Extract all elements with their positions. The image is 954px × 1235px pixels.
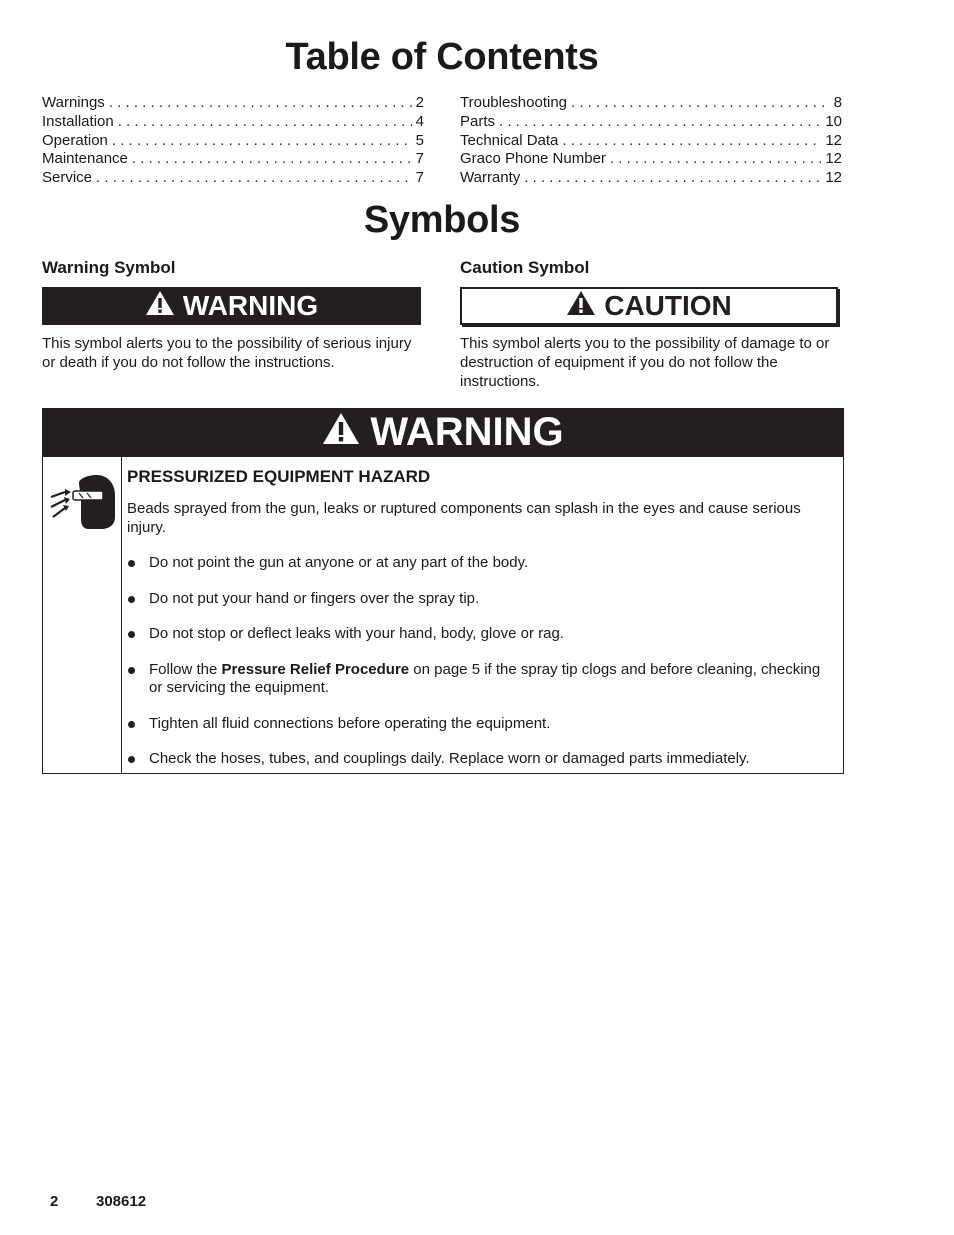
warning-triangle-icon	[322, 410, 360, 455]
toc-left-column	[42, 94, 424, 188]
toc-entry[interactable]	[42, 169, 424, 188]
toc-entry[interactable]	[460, 169, 842, 188]
toc-entry-label: Installation	[42, 112, 114, 130]
toc-entry[interactable]	[460, 150, 842, 169]
symbols-title: Symbols	[363, 199, 521, 241]
eye-hazard-icon	[49, 471, 117, 536]
pressure-relief-procedure-reference: Pressure Relief Procedure	[221, 660, 410, 678]
toc-entry-page: 5	[415, 131, 424, 149]
list-item: Follow the Pressure Relief Procedure on page 5 if the spray tip clogs and before cleaning, checking or servicing the equipment.	[127, 661, 833, 698]
caution-symbol-heading: Caution Symbol	[460, 258, 590, 277]
toc-entry[interactable]	[460, 113, 842, 132]
page-number: 2	[50, 1193, 59, 1210]
list-item: Check the hoses, tubes, and couplings daily. Replace worn or damaged parts immediately.	[127, 750, 833, 769]
caution-symbol-label: CAUTION	[604, 290, 732, 321]
toc-entry[interactable]	[42, 132, 424, 151]
toc-entry-label: Troubleshooting	[460, 94, 568, 111]
toc-entry-page: 8	[833, 94, 842, 111]
caution-symbol-banner	[460, 287, 838, 325]
toc-title: Table of Contents	[285, 36, 599, 78]
toc-entry-page: 4	[415, 112, 424, 130]
warning-triangle-icon	[145, 290, 175, 323]
toc-entry-page: 12	[825, 131, 842, 149]
list-item: Do not stop or deflect leaks with your hand, body, glove or rag.	[127, 625, 833, 644]
toc-entry-page: 12	[825, 150, 842, 168]
list-item: Do not put your hand or fingers over the spray tip.	[127, 590, 833, 609]
hazard-intro: Beads sprayed from the gun, leaks or ruptured components can splash in the eyes and cause serious injury.	[127, 500, 801, 536]
toc-entry-label: Graco Phone Number	[460, 150, 606, 168]
warning-header-label: WARNING	[370, 410, 564, 454]
toc-entry[interactable]	[42, 150, 424, 169]
toc-entry-label: Operation	[42, 131, 108, 149]
warning-symbol-banner	[42, 287, 421, 325]
toc-entry-label: Parts	[460, 112, 496, 130]
icon-column	[43, 457, 122, 773]
toc-entry-page: 12	[825, 169, 842, 187]
toc-right-column	[460, 94, 842, 188]
toc-entry[interactable]	[460, 132, 842, 151]
toc-entry-page: 7	[415, 150, 424, 168]
warning-symbol-heading: Warning Symbol	[42, 258, 176, 277]
toc-entry-label: Technical Data	[460, 131, 559, 149]
caution-symbol-description: This symbol alerts you to the possibility of damage to or destruction of equipment if you do not follow the instructions.	[460, 335, 830, 390]
list-item: Tighten all fluid connections before operating the equipment.	[127, 715, 833, 734]
warning-symbol-description: This symbol alerts you to the possibility of serious injury or death if you do not follow the instructions.	[42, 335, 412, 371]
hazard-content	[127, 467, 833, 786]
toc-entry[interactable]	[42, 94, 424, 113]
hazard-title: PRESSURIZED EQUIPMENT HAZARD	[127, 467, 431, 486]
warning-header-banner	[42, 408, 844, 457]
toc-entry-label: Warranty	[460, 169, 521, 187]
toc-entry-label: Service	[42, 169, 93, 187]
list-item: Do not point the gun at anyone or at any part of the body.	[127, 554, 833, 573]
toc-entry-label: Warnings	[42, 94, 105, 111]
toc-entry-page: 2	[415, 94, 424, 111]
warning-content-box	[42, 457, 844, 774]
caution-triangle-icon	[566, 290, 596, 323]
toc-entry-page: 7	[415, 169, 424, 187]
toc-entry[interactable]	[460, 94, 842, 113]
hazard-instruction-list	[127, 554, 833, 769]
toc-entry-label: Maintenance	[42, 150, 128, 168]
toc-entry[interactable]	[42, 113, 424, 132]
warning-symbol-label: WARNING	[182, 290, 319, 321]
document-number: 308612	[96, 1193, 147, 1210]
toc-entry-page: 10	[825, 112, 842, 130]
